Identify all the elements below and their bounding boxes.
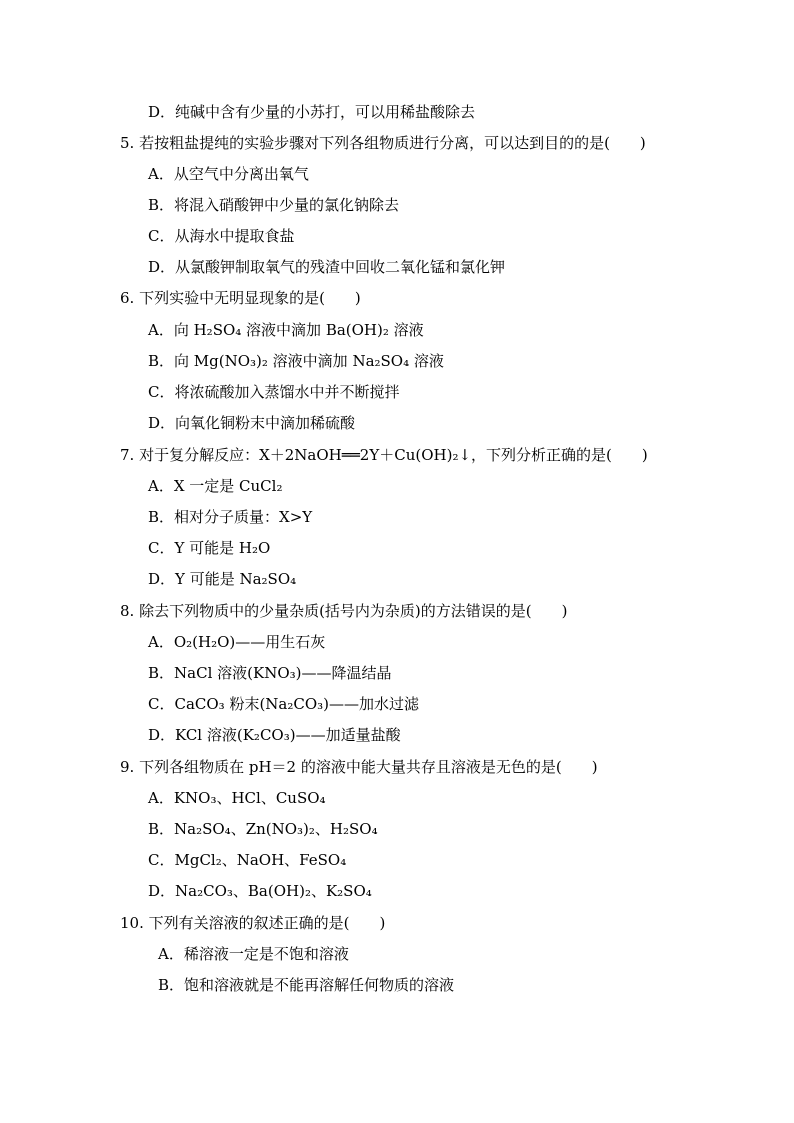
question-10-stem: 10. 下列有关溶液的叙述正确的是( ) (120, 914, 386, 932)
question-5-option-b: B．将混入硝酸钾中少量的氯化钠除去 (148, 196, 400, 214)
question-7-option-b: B．相对分子质量：X>Y (148, 508, 313, 526)
question-6-option-d: D．向氧化铜粉末中滴加稀硫酸 (148, 414, 356, 432)
question-7-option-d: D．Y 可能是 Na₂SO₄ (148, 570, 297, 588)
question-10-option-a: A．稀溶液一定是不饱和溶液 (158, 945, 349, 963)
question-8-option-d: D．KCl 溶液(K₂CO₃)——加适量盐酸 (148, 726, 401, 744)
question-5-option-c: C．从海水中提取食盐 (148, 227, 295, 245)
question-6-stem: 6. 下列实验中无明显现象的是( ) (120, 289, 361, 307)
question-6-option-b: B．向 Mg(NO₃)₂ 溶液中滴加 Na₂SO₄ 溶液 (148, 352, 444, 370)
question-7-option-c: C．Y 可能是 H₂O (148, 539, 271, 557)
question-9-stem: 9. 下列各组物质在 pH＝2 的溶液中能大量共存且溶液是无色的是( ) (120, 758, 598, 776)
question-7-stem: 7. 对于复分解反应：X＋2NaOH══2Y＋Cu(OH)₂↓，下列分析正确的是( ) (120, 446, 648, 464)
question-10-option-b: B．饱和溶液就是不能再溶解任何物质的溶液 (158, 976, 455, 994)
question-8-option-c: C．CaCO₃ 粉末(Na₂CO₃)——加水过滤 (148, 695, 420, 713)
question-7-option-a: A．X 一定是 CuCl₂ (148, 477, 283, 495)
question-9-option-c: C．MgCl₂、NaOH、FeSO₄ (148, 851, 347, 869)
question-5-option-a: A．从空气中分离出氧气 (148, 165, 309, 183)
question-8-stem: 8. 除去下列物质中的少量杂质(括号内为杂质)的方法错误的是( ) (120, 602, 568, 620)
question-8-option-b: B．NaCl 溶液(KNO₃)——降温结晶 (148, 664, 392, 682)
question-9-option-a: A．KNO₃、HCl、CuSO₄ (148, 789, 326, 807)
question-6-option-a: A．向 H₂SO₄ 溶液中滴加 Ba(OH)₂ 溶液 (148, 321, 424, 339)
question-5-stem: 5. 若按粗盐提纯的实验步骤对下列各组物质进行分离，可以达到目的的是( ) (120, 134, 646, 152)
question-9-option-d: D．Na₂CO₃、Ba(OH)₂、K₂SO₄ (148, 882, 372, 900)
question-9-option-b: B．Na₂SO₄、Zn(NO₃)₂、H₂SO₄ (148, 820, 378, 838)
question-8-option-a: A．O₂(H₂O)——用生石灰 (148, 633, 326, 651)
question-6-option-c: C．将浓硫酸加入蒸馏水中并不断搅拌 (148, 383, 400, 401)
question-4-option-d: D．纯碱中含有少量的小苏打，可以用稀盐酸除去 (148, 103, 476, 121)
question-5-option-d: D．从氯酸钾制取氧气的残渣中回收二氧化锰和氯化钾 (148, 258, 506, 276)
